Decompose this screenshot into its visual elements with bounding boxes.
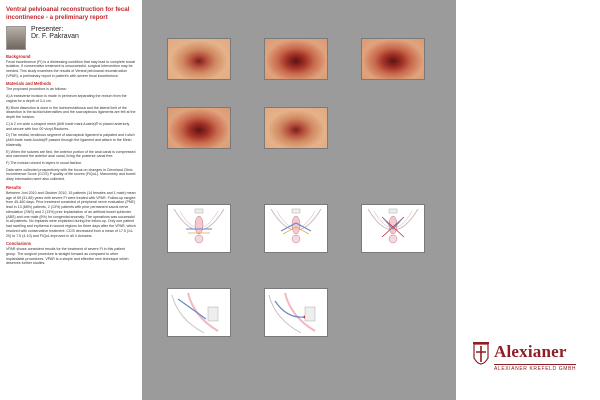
crest-icon [472, 342, 490, 372]
logo-wordmark: Alexianer [494, 342, 567, 361]
diagram-sagittal-2 [264, 288, 328, 337]
logo-subtitle: ALEXIANER KREFELD GMBH [494, 366, 577, 372]
methods-text-intro: The proposed procedure is as follows: [6, 87, 67, 92]
background-text: Fecal incontinence (FI) is a distressing condition that may lead to complete social isolation. If conservative treatment is unsuccessful, surgical intervention may be needed. This study examines the results of Ventral pelvioanal reconstruction (VPAR), a preliminary report in patient's with severe fecal incontinence. [6, 59, 136, 78]
diagram-step-2 [264, 204, 328, 253]
poster-title: Ventral pelvioanal reconstruction for fecal incontinence - a preliminary report [6, 6, 130, 21]
conclusions-heading: Conclusions [6, 241, 32, 247]
methods-step-b: B) Blunt dissection is done in the ischiorectalfossa and the lateral limit of the dissection is the ischial tuberosities and the sacrospinous ligaments are felt at the depth the incision. [6, 105, 136, 120]
conclusions-text: VPAR shows consistent results for the treatment of severe FI in this patient group. The surgical procedure is straight forward as compared to other implantable procedures. VPAR is a simple and effective new technique which deserves further studies. [6, 247, 129, 266]
surgery-photo-1 [167, 38, 231, 80]
surgery-photo-2 [264, 38, 328, 80]
methods-step-c: C) A 2 cm wide u-shaped mesh (AMI trade mark Austria)® is placed anteriorly and secure with four 00 vicryl-Rsutures. [6, 121, 130, 131]
alexianer-logo [472, 340, 590, 382]
presenter-name: Dr. F. Pakravan [31, 33, 79, 41]
diagram-step-1 [167, 204, 231, 253]
pelvic-diagram-icon [362, 205, 424, 252]
methods-step-d: D) The medial, tendinous segment of sacrospinal ligament is palpated and t-stich (AMI trade mark Austria)® passed through the ligament and attach to the Mesh bilaterally. [6, 133, 135, 147]
surgery-photo-5 [264, 107, 328, 149]
diagram-sagittal-1 [167, 288, 231, 337]
sagittal-diagram-icon [168, 289, 230, 336]
results-heading: Results [6, 184, 22, 190]
diagram-step-3 [361, 204, 425, 253]
methods-step-f: F) The incision closed in layers in usual fashion. [6, 160, 83, 165]
presenter-label: Presenter: [31, 25, 64, 33]
pelvic-diagram-icon [168, 205, 230, 252]
methods-step-a: A) A transverse incision is made in perineum separating the rectum from the vagina for a depth of 3-4 cm. [6, 94, 127, 103]
presenter-photo [6, 26, 26, 50]
presenter-block [6, 26, 136, 50]
poster-text-column [0, 0, 142, 400]
pelvic-diagram-icon [265, 205, 327, 252]
methods-step-e: E) When the sutures are tied, the anterior portion of the anal canal is compressed and narrowed the anterior anal canal, living the posterior canal free. [6, 149, 136, 159]
surgery-photo-4 [167, 107, 231, 149]
background-heading: Background [6, 53, 31, 59]
methods-heading: Materials and Methods [6, 81, 52, 87]
results-text: Between Juni 2010 and Oktober 2010, 15 patients (14 females and 1 male) mean age of 69 (31-85) years with severe FI were treated with VPAR. Follow-up ranged from 45-460 days. Prior treatment consisted of peripheral nerve evaluation (PNE) lead in 13 (68%) patients, 2 (13%) patients with prior permanent sacral nerve stimulation (SNS) and 2 (13%) prior implantation of an artificial bowel sphincter (ABS) and one male (6%) for congenital anomaly. The operations was successful in all patients. No Implants were explanted during the follow-up. Only one patient had swelling and erythema in wound regions for three days after the VPAR, which resolved with conservative treatment. CCIS decreased from a mean of 17.5 (14-20) to 7.5 (4-10) and FIQoL improved in all 4 domains. [6, 190, 136, 238]
sagittal-diagram-icon [265, 289, 327, 336]
methods-data: Data were collected prospectively with the focus on changes in Cleveland Clinic Incontinence Score (CCIS) P quality of life scores (FIQoL). Manometry and bowel diary information were also collected. [6, 167, 136, 182]
surgery-photo-3 [361, 38, 425, 80]
